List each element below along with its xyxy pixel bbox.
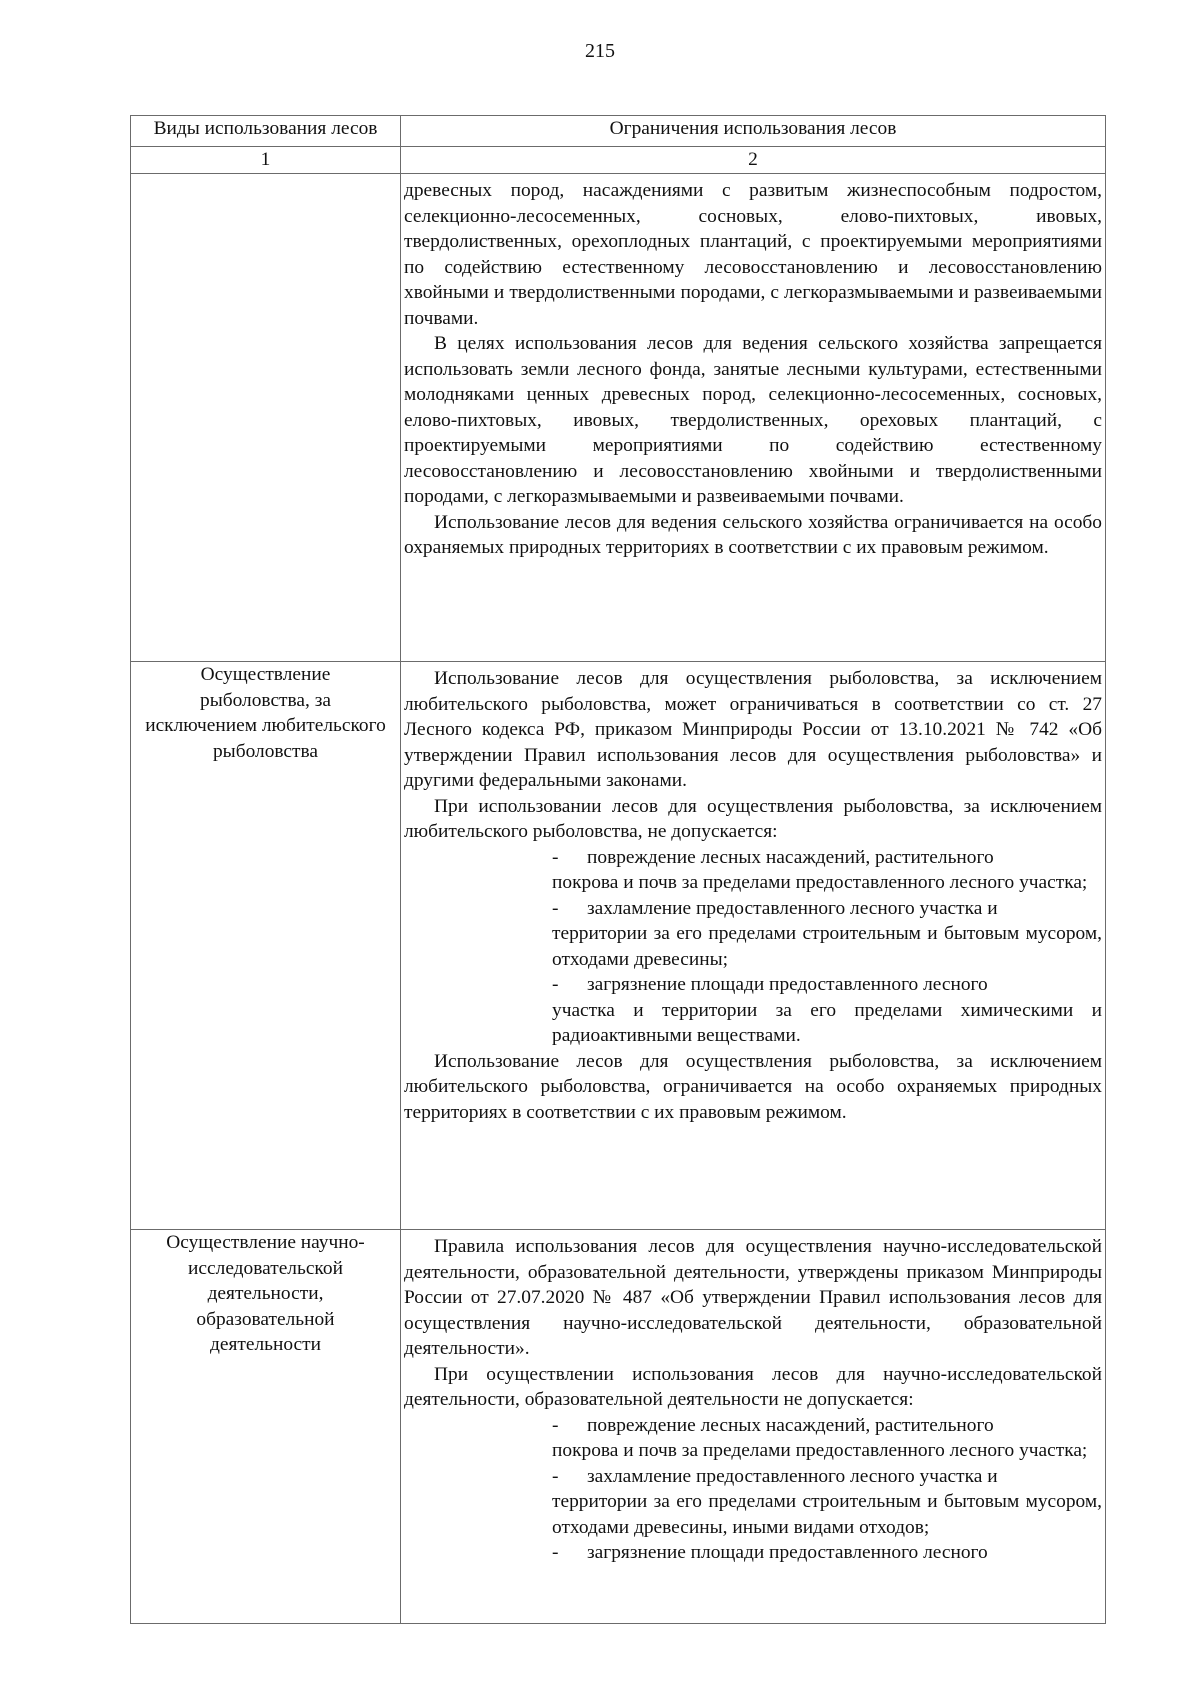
bullet-dash: -: [552, 974, 559, 995]
table-row: [131, 662, 1106, 1230]
bullet-item: [404, 1540, 1102, 1566]
bullet-text: захламление предоставленного лесного участка и: [587, 897, 998, 919]
bullet-dash: -: [552, 1414, 559, 1436]
table-header-row: [131, 116, 1106, 147]
bullet-text-continued: покрова и почв за пределами предоставленного лесного участка;: [552, 1440, 1088, 1461]
bullet-item: [404, 896, 1102, 973]
table-row: [131, 1230, 1106, 1624]
bullet-item: [404, 1413, 1102, 1464]
bullet-item: [404, 845, 1102, 896]
paragraph: Использование лесов для осуществления рыболовства, за исключением любительского рыболовства, может ограничиваться в соответствии со ст. 27 Лесного кодекса РФ, приказом Минприроды России от 13.10.2021 № 742 «Об утверждении Правил использования лесов для осуществления рыболовства» и другими федеральными законами.: [404, 668, 1102, 791]
bullet-dash: -: [552, 846, 559, 868]
column-number-row: [131, 147, 1106, 174]
bullet-item: [404, 972, 1102, 1049]
use-type-cell: Осуществление научно-исследовательской деятельности, образовательной деятельности: [131, 1230, 401, 1624]
bullet-text: захламление предоставленного лесного участка и: [587, 1465, 998, 1487]
page-number: 215: [585, 40, 615, 62]
restrictions-cell: [401, 174, 1106, 662]
bullet-item: [404, 1464, 1102, 1541]
bullet-text-continued: покрова и почв за пределами предоставленного лесного участка;: [552, 872, 1088, 893]
bullet-dash: -: [552, 897, 559, 919]
paragraph: Правила использования лесов для осуществления научно-исследовательской деятельности, образовательной деятельности, утверждены приказом Минприроды России от 27.07.2020 № 487 «Об утверждении Правил использования лесов для осуществления научно-исследовательской деятельности, образовательной деятельности».: [404, 1236, 1102, 1359]
use-type-cell: Осуществление рыболовства, за исключением любительского рыболовства: [131, 662, 401, 1230]
bullet-text-continued: территории за его пределами строительным и бытовым мусором, отходами древесины, иными видами отходов;: [552, 1491, 1102, 1538]
use-type-cell: [131, 174, 401, 662]
restrictions-cell: [401, 662, 1106, 1230]
bullet-dash: -: [552, 1465, 559, 1487]
bullet-text: загрязнение площади предоставленного лесного: [587, 1542, 988, 1563]
header-col1: Виды использования лесов: [131, 116, 401, 147]
bullet-text: повреждение лесных насаждений, растительного: [587, 1414, 994, 1436]
paragraph: При использовании лесов для осуществления рыболовства, за исключением любительского рыболовства, не допускается:: [404, 795, 1102, 842]
restrictions-cell: [401, 1230, 1106, 1624]
forest-use-table: [130, 115, 1106, 1624]
paragraph: При осуществлении использования лесов для научно-исследовательской деятельности, образовательной деятельности не допускается:: [404, 1363, 1102, 1410]
bullet-text-continued: территории за его пределами строительным и бытовым мусором, отходами древесины;: [552, 923, 1102, 970]
paragraph: древесных пород, насаждениями с развитым жизнеспособным подростом, селекционно-лесосеменных, сосновых, елово-пихтовых, ивовых, твердолиственных, орехоплодных плантаций, с проектируемыми мероприятиями по содействию естественному лесовосстановлению и лесовосстановлению хвойными и твердолиственными породами, с легкоразмываемыми и развеиваемыми почвами.: [404, 180, 1102, 329]
bullet-text-continued: участка и территории за его пределами химическими и радиоактивными веществами.: [552, 999, 1102, 1046]
bullet-text: повреждение лесных насаждений, растительного: [587, 846, 994, 868]
column-number-1: 1: [131, 147, 401, 174]
paragraph: Использование лесов для ведения сельского хозяйства ограничивается на особо охраняемых природных территориях в соответствии с их правовым режимом.: [404, 511, 1102, 558]
paragraph: Использование лесов для осуществления рыболовства, за исключением любительского рыболовства, ограничивается на особо охраняемых природных территориях в соответствии с их правовым режимом.: [404, 1050, 1102, 1123]
bullet-text: загрязнение площади предоставленного лесного: [587, 974, 988, 995]
bullet-dash: -: [552, 1542, 559, 1563]
column-number-2: 2: [401, 147, 1106, 174]
paragraph: В целях использования лесов для ведения сельского хозяйства запрещается использовать земли лесного фонда, занятые лесными культурами, естественными молодняками ценных древесных пород, селекционно-лесосеменных, сосновых, елово-пихтовых, ивовых, твердолиственных, ореховых плантаций, с проектируемыми мероприятиями по содействию естественному лесовосстановлению и лесовосстановлению хвойными и твердолиственными породами, с легкоразмываемыми и развеиваемыми почвами.: [404, 333, 1102, 507]
table-row: [131, 174, 1106, 662]
header-col2: Ограничения использования лесов: [401, 116, 1106, 147]
